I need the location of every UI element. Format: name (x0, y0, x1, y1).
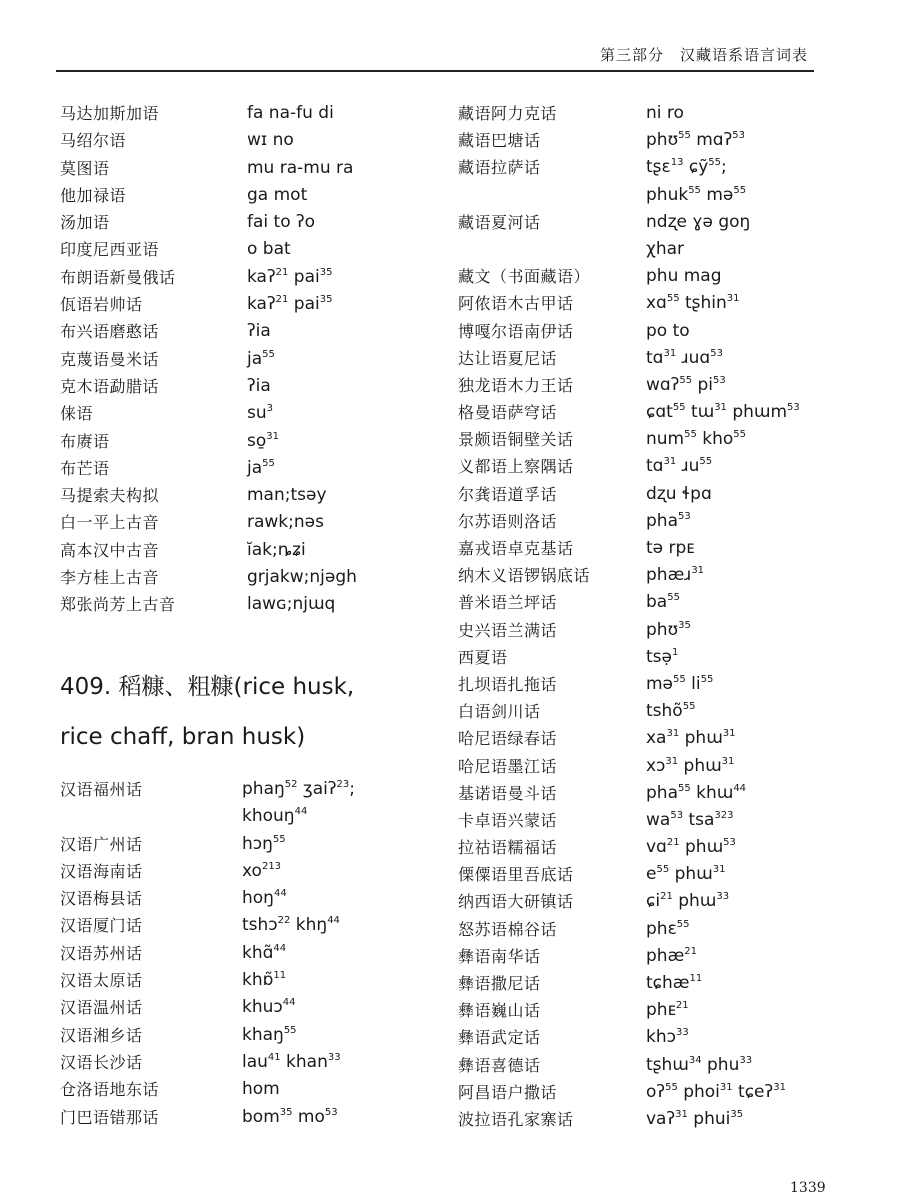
entry-row (60, 264, 432, 291)
running-header: 第三部分 汉藏语系语言词表 (599, 46, 808, 64)
entry-row (458, 997, 838, 1024)
word-form: phʊ$^{55}$ mɑʔ$^{53}$ (646, 130, 745, 151)
entry-row (458, 535, 838, 562)
word-form: phaŋ$^{52}$ ʒaiʔ$^{23}$; (242, 779, 356, 799)
language-name: 西夏语 (458, 647, 508, 667)
entry-row (60, 858, 432, 885)
entry-row (60, 346, 432, 373)
word-form: $e^{55}$ phɯ$^{31}$ (646, 864, 726, 885)
entry-row (458, 290, 838, 317)
entry-row (458, 916, 838, 943)
language-name: 阿侬语木古甲话 (458, 294, 574, 314)
language-name: 史兴语兰满话 (458, 620, 558, 640)
word-form: lawɢ;njɯq (247, 594, 336, 615)
language-name: 汉语苏州话 (60, 943, 143, 963)
entry-row (458, 209, 838, 236)
entry-row (458, 100, 838, 127)
word-form: wɑʔ$^{55}$ $pi^{53}$ (646, 374, 726, 395)
header-rule (56, 70, 814, 72)
language-name: 汉语长沙话 (60, 1052, 143, 1072)
entry-row (458, 644, 838, 671)
word-form: $xa^{31}$ phɯ$^{31}$ (646, 728, 736, 749)
word-form: wɪ no (247, 130, 294, 151)
word-form: tə rpᴇ (646, 538, 695, 558)
entry-row (60, 1022, 432, 1049)
word-form: kaʔ$^{21}$ pai$^{35}$ (247, 294, 333, 315)
entry-row (60, 967, 432, 994)
word-form: $ja^{55}$ (247, 348, 275, 369)
entry-row (60, 455, 432, 482)
word-form: $ja^{55}$ (247, 457, 275, 478)
entry-row (458, 399, 838, 426)
language-name: 汉语福州话 (60, 780, 143, 799)
entry-row (458, 1052, 838, 1079)
entry-row (458, 345, 838, 372)
language-name: 克木语勐腊话 (60, 376, 160, 396)
language-name: 怒苏语棉谷话 (458, 919, 558, 939)
entry-row (458, 182, 838, 209)
word-form: khuɔ$^{44}$ (242, 997, 296, 1018)
entry-row (60, 994, 432, 1021)
word-form: phᴇ$^{21}$ (646, 1000, 689, 1021)
entry-row (60, 100, 432, 127)
entry-row (60, 831, 432, 858)
language-name: 白一平上古音 (60, 513, 160, 533)
language-name: 义都语上察隅话 (458, 457, 574, 477)
entry-row (458, 453, 838, 480)
word-form: tʂhɯ$^{34}$ phu$^{33}$ (646, 1054, 753, 1075)
language-name: 布芒语 (60, 458, 110, 478)
word-form: ɕɑt$^{55}$ tɯ$^{31}$ phɯm$^{53}$ (646, 402, 800, 423)
language-name: 哈尼语绿春话 (458, 729, 558, 749)
language-name: 马提索夫构拟 (60, 486, 160, 506)
word-form: χhar (646, 238, 685, 259)
entry-row (60, 1076, 432, 1103)
entry-row (458, 589, 838, 616)
language-name: 纳西语大研镇话 (458, 892, 574, 912)
word-form: xɔ$^{31}$ phɯ$^{31}$ (646, 755, 735, 776)
language-name: 卡卓语兴蒙话 (458, 810, 558, 830)
language-name: 他加禄语 (60, 185, 127, 205)
language-name: 拉祜语糯福话 (458, 838, 558, 858)
language-name: 独龙语木力王话 (458, 375, 574, 395)
word-form: xɑ$^{55}$ tʂhin$^{31}$ (646, 293, 740, 314)
language-name: 尔苏语则洛话 (458, 511, 558, 531)
language-name: 波拉语孔家寨话 (458, 1109, 574, 1129)
word-form: ndʐe ɣə goŋ (646, 211, 751, 232)
word-form: vɑ$^{21}$ phɯ$^{53}$ (646, 837, 736, 858)
language-name: 哈尼语墨江话 (458, 756, 558, 776)
word-form: tshõ$^{55}$ (646, 701, 696, 722)
language-name: 彝语撒尼话 (458, 974, 541, 993)
language-name: 景颇语铜壁关话 (458, 430, 574, 450)
word-form: hom (242, 1079, 280, 1100)
word-form: ʔia (247, 321, 271, 342)
entry-row (60, 1104, 432, 1131)
language-name: 藏语夏河话 (458, 212, 541, 232)
entry-row (458, 318, 838, 345)
language-name: 克蔑语曼米话 (60, 349, 160, 369)
language-name: 郑张尚芳上古音 (60, 595, 176, 615)
left-column (60, 100, 432, 1127)
word-form: tɕhæ$^{11}$ (646, 973, 703, 993)
entry-row (458, 943, 838, 970)
language-name: 彝语巍山话 (458, 1001, 541, 1021)
word-form: grjakw;njəgh (247, 567, 357, 588)
entry-row (60, 155, 432, 182)
entry-list-409-right (458, 100, 838, 1133)
word-form: phæ$^{21}$ (646, 945, 697, 966)
word-form: $wa^{53}$ tsa$^{323}$ (646, 809, 734, 830)
entry-list-408-continued (60, 100, 432, 619)
entry-row (458, 481, 838, 508)
entry-row (458, 127, 838, 154)
entry-row (60, 127, 432, 154)
right-column (458, 100, 838, 1133)
language-name: 彝语武定话 (458, 1028, 541, 1048)
language-name: 汉语温州话 (60, 998, 143, 1018)
entry-row (60, 482, 432, 509)
word-form: mə$^{55}$ $li^{55}$ (646, 673, 714, 694)
word-form: po to (646, 320, 690, 341)
entry-row (60, 591, 432, 618)
word-form: tɑ$^{31}$ ɹuɑ$^{53}$ (646, 347, 723, 368)
word-form: hoŋ$^{44}$ (242, 888, 287, 909)
language-name: 普米语兰坪话 (458, 593, 558, 613)
language-name: 汤加语 (60, 213, 110, 233)
language-name: 汉语梅县话 (60, 889, 143, 909)
language-name: 格曼语萨穹话 (458, 403, 558, 423)
word-form: ɕi$^{21}$ phɯ$^{33}$ (646, 891, 730, 912)
word-form: ni ro (646, 103, 684, 123)
entry-row (458, 508, 838, 535)
language-name: 佤语岩帅话 (60, 295, 143, 315)
word-form: oʔ$^{55}$ phoi$^{31}$ tɕeʔ$^{31}$ (646, 1081, 786, 1102)
word-form: o bat (247, 239, 291, 260)
word-form: ʔia (247, 375, 271, 396)
language-name: 马绍尔语 (60, 131, 127, 151)
word-form: man;tsəy (247, 485, 327, 506)
language-name: 汉语厦门话 (60, 916, 143, 936)
entry-row (60, 1049, 432, 1076)
word-form: khɑ̃$^{44}$ (242, 942, 287, 963)
entry-row (458, 372, 838, 399)
language-name: 扎坝语扎拖话 (458, 674, 558, 694)
word-form: hɔŋ$^{55}$ (242, 833, 286, 854)
entry-row (60, 428, 432, 455)
entry-row (458, 1106, 838, 1133)
word-form: ga mot (247, 184, 308, 205)
word-form: num$^{55}$ kho$^{55}$ (646, 429, 747, 450)
word-form: $xo^{213}$ (242, 860, 282, 881)
entry-row (458, 1024, 838, 1051)
entry-row (60, 509, 432, 536)
entry-row (60, 236, 432, 263)
section-heading-line-2: rice chaff, bran husk) (60, 724, 306, 750)
entry-row (458, 236, 838, 263)
language-name: 藏语拉萨话 (458, 158, 541, 178)
entry-row (60, 564, 432, 591)
language-name: 基诺语曼斗话 (458, 783, 558, 803)
language-name: 布兴语磨憨话 (60, 322, 160, 342)
word-form: phʊ$^{35}$ (646, 619, 691, 640)
entry-row (60, 940, 432, 967)
word-form: ĭak;ȵʑi (247, 539, 306, 560)
language-name: 嘉戎语卓克基话 (458, 539, 574, 558)
language-name: 门巴语错那话 (60, 1107, 160, 1127)
word-form: pha$^{53}$ (646, 510, 691, 531)
entry-row (458, 888, 838, 915)
word-form: phuk$^{55}$ mə$^{55}$ (646, 184, 747, 205)
entry-row (458, 861, 838, 888)
page-number: 1339 (790, 1180, 826, 1196)
word-form: fa na-fu di (247, 103, 334, 123)
word-form: bom$^{35}$ $mo^{53}$ (242, 1106, 338, 1127)
word-form: khaŋ$^{55}$ (242, 1024, 297, 1045)
word-form: pha$^{55}$ khɯ$^{44}$ (646, 782, 747, 803)
word-form: tshɔ$^{22}$ khŋ$^{44}$ (242, 915, 340, 936)
language-name: 仓洛语地东话 (60, 1080, 160, 1100)
word-form: tsə̣$^1$ (646, 646, 679, 667)
word-form: vaʔ$^{31}$ phui$^{35}$ (646, 1108, 744, 1129)
language-name: 白语剑川话 (458, 702, 541, 722)
word-form: khɔ$^{33}$ (646, 1027, 689, 1048)
entry-row (60, 209, 432, 236)
word-form: fai to ʔo (247, 212, 316, 233)
word-form: so̱$^{31}$ (247, 430, 279, 451)
word-form: phæɹ$^{31}$ (646, 565, 705, 586)
word-form: tʂɛ$^{13}$ ɕỹ$^{55}$; (646, 157, 727, 178)
entry-row (60, 318, 432, 345)
language-name: 汉语广州话 (60, 834, 143, 854)
section-heading-line-1: 409. 稻糠、粗糠(rice husk, (60, 674, 355, 700)
language-name: 印度尼西亚语 (60, 240, 160, 260)
language-name: 尔龚语道孚话 (458, 484, 558, 504)
language-name: 纳木义语锣锅底话 (458, 566, 591, 586)
language-name: 傈僳语里吾底话 (458, 865, 574, 885)
entry-row (458, 426, 838, 453)
word-form: $su^3$ (247, 403, 274, 424)
language-name: 藏文（书面藏语） (458, 267, 591, 287)
language-name: 藏语阿力克话 (458, 104, 558, 123)
entry-row (60, 291, 432, 318)
language-name: 马达加斯加语 (60, 104, 160, 123)
language-name: 布赓语 (60, 431, 110, 451)
entry-row (458, 725, 838, 752)
word-form: $ba^{55}$ (646, 592, 680, 613)
language-name: 藏语巴塘话 (458, 131, 541, 151)
entry-row (458, 780, 838, 807)
language-name: 俫语 (60, 404, 94, 424)
language-name: 高本汉中古音 (60, 540, 160, 560)
language-name: 李方桂上古音 (60, 568, 160, 588)
language-name: 彝语喜德话 (458, 1055, 541, 1075)
entry-row-continuation (60, 803, 432, 830)
entry-row (60, 537, 432, 564)
word-form-continued: khouŋ$^{44}$ (242, 806, 308, 827)
language-name: 莫图语 (60, 158, 110, 178)
entry-list-409 (60, 776, 432, 1131)
language-name: 汉语湘乡话 (60, 1025, 143, 1045)
word-form: phɛ$^{55}$ (646, 918, 690, 939)
entry-row (60, 912, 432, 939)
word-form: phu mag (646, 266, 722, 287)
entry-row (458, 970, 838, 997)
entry-row (458, 154, 838, 181)
word-form: mu ra-mu ra (247, 157, 354, 178)
entry-row (458, 834, 838, 861)
entry-row (458, 617, 838, 644)
entry-row (458, 1079, 838, 1106)
entry-row (458, 698, 838, 725)
entry-row (458, 807, 838, 834)
entry-row (458, 562, 838, 589)
language-name: 布朗语新曼俄话 (60, 267, 176, 287)
word-form: dʐu ɬpɑ (646, 483, 712, 504)
language-name: 达让语夏尼话 (458, 348, 558, 368)
entry-row (60, 400, 432, 427)
entry-row (60, 182, 432, 209)
word-form: tɑ$^{31}$ ɹu$^{55}$ (646, 456, 713, 477)
language-name: 汉语太原话 (60, 971, 143, 991)
entry-row (60, 776, 432, 803)
word-form: rawk;nəs (247, 512, 324, 533)
entry-row (60, 373, 432, 400)
language-name: 彝语南华话 (458, 946, 541, 966)
entry-row (458, 753, 838, 780)
word-form: khɒ̃$^{11}$ (242, 970, 287, 991)
word-form: kaʔ$^{21}$ pai$^{35}$ (247, 266, 333, 287)
entry-row (60, 885, 432, 912)
language-name: 博嘎尔语南伊话 (458, 321, 574, 341)
entry-row (458, 671, 838, 698)
language-name: 汉语海南话 (60, 861, 143, 881)
word-form: lau$^{41}$ khan$^{33}$ (242, 1051, 341, 1072)
language-name: 阿昌语户撒话 (458, 1082, 558, 1102)
entry-row (458, 263, 838, 290)
